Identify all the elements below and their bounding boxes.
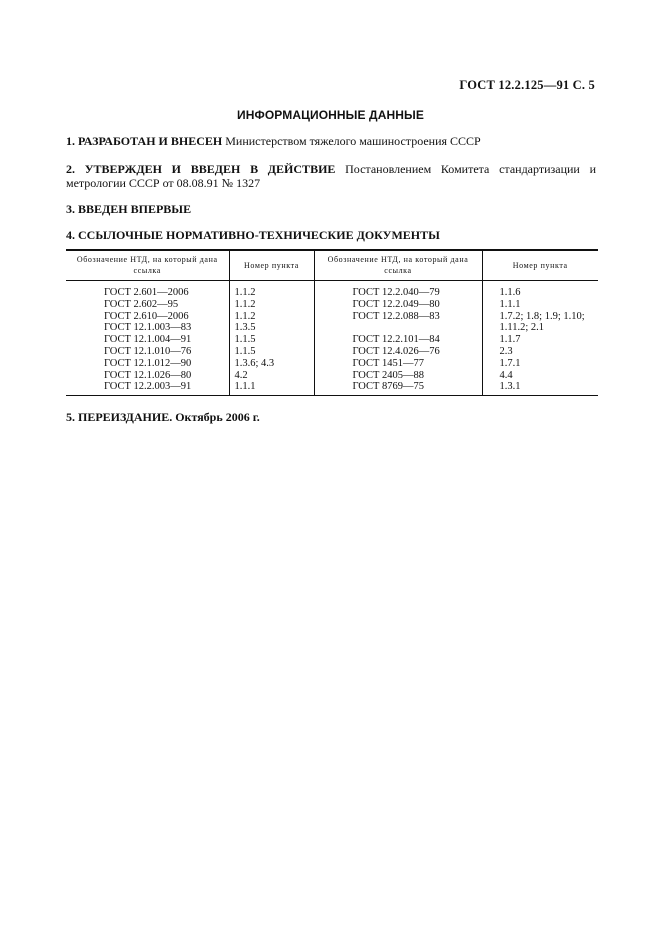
header-item-left: Номер пункта — [229, 250, 314, 281]
clause-number: 1.1.5 — [234, 334, 256, 346]
section-2 — [66, 162, 596, 190]
clause-number: 1.3.6; 4.3 — [234, 357, 275, 369]
section-2-text: Постановлением Комитета стандартизации и метрологии СССР от 08.08.91 № 1327 — [66, 162, 596, 190]
clause-number: 2.3 — [499, 345, 513, 357]
left-docs-column — [66, 281, 229, 396]
section-3-lead: 3. ВВЕДЕН ВПЕРВЫЕ — [66, 202, 192, 216]
reference-doc: ГОСТ 12.4.026—76 — [352, 345, 440, 357]
clause-number: 1.1.5 — [234, 345, 256, 357]
section-4 — [66, 228, 596, 242]
section-5-text: Октябрь 2006 г. — [172, 410, 260, 424]
header-doc-right: Обозначение НТД, на который дана ссылка — [314, 250, 482, 281]
clause-number: 1.3.1 — [499, 381, 521, 393]
reference-doc: ГОСТ 12.2.040—79 — [352, 287, 440, 298]
reference-doc: ГОСТ 12.1.004—91 — [104, 334, 192, 346]
clause-number: 1.7.2; 1.8; 1.9; 1.10; — [499, 310, 585, 322]
section-1 — [66, 134, 596, 148]
reference-doc — [353, 322, 481, 334]
right-items-column — [482, 281, 598, 396]
clause-number: 1.1.7 — [499, 334, 521, 346]
section-4-lead: 4. ССЫЛОЧНЫЕ НОРМАТИВНО-ТЕХНИЧЕСКИЕ ДОКУМЕНТЫ — [66, 228, 440, 242]
clause-number: 1.1.1 — [234, 381, 256, 393]
section-1-lead: 1. РАЗРАБОТАН И ВНЕСЕН — [66, 134, 223, 148]
clause-number: 4.4 — [499, 369, 513, 381]
clause-number: 1.3.5 — [234, 322, 256, 334]
reference-doc: ГОСТ 12.1.012—90 — [104, 357, 192, 369]
right-docs-column — [314, 281, 482, 396]
reference-doc: ГОСТ 12.1.010—76 — [104, 345, 192, 357]
clause-number: 1.1.1 — [499, 298, 521, 310]
clause-number: 1.1.2 — [234, 298, 256, 310]
reference-table — [66, 249, 598, 396]
section-3 — [66, 202, 596, 216]
reference-doc: ГОСТ 12.1.026—80 — [104, 369, 192, 381]
left-items-column — [229, 281, 314, 396]
clause-number: 4.2 — [234, 369, 248, 381]
header-doc-left: Обозначение НТД, на который дана ссылка — [76, 255, 218, 275]
clause-number: 1.7.1 — [499, 357, 521, 369]
reference-doc: ГОСТ 1451—77 — [352, 357, 425, 369]
table-header-row — [66, 250, 598, 281]
clause-number: 1.11.2; 2.1 — [499, 322, 545, 334]
reference-doc: ГОСТ 2.610—2006 — [104, 310, 189, 322]
reference-doc: ГОСТ 12.1.003—83 — [104, 322, 192, 334]
table-body-row — [66, 281, 598, 396]
section-5 — [66, 410, 596, 424]
page-header: ГОСТ 12.2.125—91 С. 5 — [459, 78, 595, 92]
clause-number: 1.1.6 — [499, 287, 521, 298]
reference-doc: ГОСТ 12.2.049—80 — [352, 298, 440, 310]
document-title: ИНФОРМАЦИОННЫЕ ДАННЫЕ — [237, 108, 424, 122]
reference-doc: ГОСТ 2405—88 — [352, 369, 425, 381]
reference-doc: ГОСТ 2.602—95 — [104, 298, 179, 310]
clause-number: 1.1.2 — [234, 287, 256, 298]
reference-doc: ГОСТ 2.601—2006 — [104, 287, 189, 298]
section-2-lead: 2. УТВЕРЖДЕН И ВВЕДЕН В ДЕЙСТВИЕ — [66, 162, 336, 176]
section-1-text: Министерством тяжелого машиностроения СССР — [222, 134, 481, 148]
section-5-lead: 5. ПЕРЕИЗДАНИЕ. — [66, 410, 173, 424]
reference-doc: ГОСТ 12.2.101—84 — [352, 334, 440, 346]
clause-number: 1.1.2 — [234, 310, 256, 322]
header-item-right: Номер пункта — [482, 250, 598, 281]
reference-doc: ГОСТ 8769—75 — [352, 381, 425, 393]
reference-doc: ГОСТ 12.2.088—83 — [352, 310, 440, 322]
reference-doc: ГОСТ 12.2.003—91 — [104, 381, 192, 393]
